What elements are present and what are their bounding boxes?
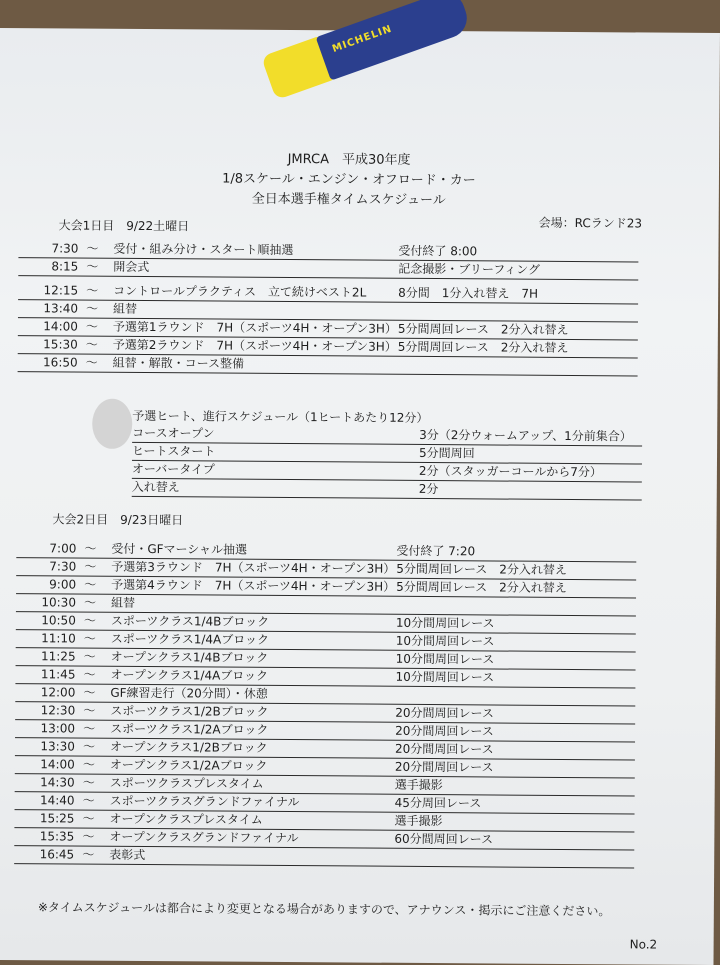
note-cell: 20分間周回レース <box>394 741 494 757</box>
event-cell: オープンクラス1/4Aブロック <box>110 667 269 683</box>
note-cell: 10分間周回レース <box>395 669 495 685</box>
time-cell: 16:50 <box>43 355 78 370</box>
tilde-mark: ～ <box>83 613 96 628</box>
event-cell: 組替・解散・コース整備 <box>112 355 245 371</box>
note-cell: 5分間周回レース 2分入れ替え <box>396 561 567 577</box>
heat-value: 2分（スタッガーコールから7分） <box>418 463 602 480</box>
time-cell: 14:00 <box>40 757 75 772</box>
heat-label: コースオープン <box>132 425 215 441</box>
event-cell: 予選第1ラウンド 7H（スポーツ4H・オープン3H） <box>112 319 398 336</box>
note-cell: 10分間周回レース <box>395 615 495 631</box>
time-cell: 15:30 <box>43 337 78 352</box>
tilde-mark: ～ <box>86 241 99 256</box>
tilde-mark: ～ <box>82 829 95 844</box>
time-cell: 13:40 <box>43 301 79 316</box>
heat-value: 3分（2分ウォームアップ、1分前集合） <box>419 427 632 444</box>
time-cell: 14:40 <box>39 793 75 808</box>
time-cell: 12:30 <box>40 703 76 718</box>
time-cell: 11:10 <box>41 631 76 646</box>
header-line-1: JMRCA 平成30年度 <box>287 152 411 168</box>
event-cell: 予選第3ラウンド 7H（スポーツ4H・オープン3H） <box>111 559 396 576</box>
event-cell: 組替 <box>112 301 138 316</box>
event-cell: オープンクラス1/2Bブロック <box>109 739 268 755</box>
footnote: ※タイムスケジュールは都合により変更となる場合がありますので、アナウンス・掲示にご注意ください。 <box>37 900 611 919</box>
tilde-mark: ～ <box>83 667 96 682</box>
highlighter-marker <box>255 0 469 85</box>
event-cell: GF練習走行（20分間）・休憩 <box>110 685 268 701</box>
note-cell: 5分間周回レース 2分入れ替え <box>397 321 569 337</box>
note-cell: 選手撮影 <box>394 813 443 829</box>
time-cell: 7:30 <box>51 241 79 256</box>
note-cell: 記念撮影・ブリーフィング <box>398 261 541 277</box>
tilde-mark: ～ <box>85 355 98 370</box>
tilde-mark: ～ <box>82 757 95 772</box>
time-cell: 7:00 <box>49 541 77 556</box>
tilde-mark: ～ <box>84 577 97 592</box>
time-cell: 8:15 <box>51 259 79 274</box>
event-cell: スポーツクラス1/2Bブロック <box>110 703 269 719</box>
time-cell: 11:25 <box>40 649 76 664</box>
day1-title: 大会1日目 9/22土曜日 <box>58 218 190 234</box>
event-cell: 予選第2ラウンド 7H（スポーツ4H・オープン3H） <box>112 337 397 354</box>
tilde-mark: ～ <box>85 337 98 352</box>
time-cell: 16:45 <box>39 847 75 862</box>
time-cell: 7:30 <box>49 559 77 574</box>
heat-schedule-table <box>132 425 642 501</box>
tilde-mark: ～ <box>83 721 96 736</box>
heat-value: 2分 <box>418 481 439 497</box>
heat-value: 5分間周回 <box>418 445 475 461</box>
event-cell: オープンクラス1/2Aブロック <box>109 757 268 773</box>
tilde-mark: ～ <box>83 685 96 700</box>
tilde-mark: ～ <box>85 319 98 334</box>
note-cell: 20分間周回レース <box>395 705 494 721</box>
event-cell: 開会式 <box>113 259 150 275</box>
tilde-mark: ～ <box>83 631 96 646</box>
tilde-mark: ～ <box>86 283 99 298</box>
heat-label: 入れ替え <box>131 479 180 495</box>
time-cell: 13:30 <box>40 739 76 754</box>
tilde-mark: ～ <box>82 793 95 808</box>
document-header <box>0 148 719 213</box>
event-cell: スポーツクラスグランドファイナル <box>109 793 300 810</box>
tilde-mark: ～ <box>82 739 96 754</box>
tilde-mark: ～ <box>83 649 96 664</box>
tilde-mark: ～ <box>82 775 95 790</box>
heat-label: オーバータイプ <box>131 461 215 477</box>
time-cell: 12:15 <box>43 283 79 298</box>
event-cell: オープンクラスプレスタイム <box>109 811 263 827</box>
tilde-mark: ～ <box>83 595 97 610</box>
time-cell: 14:30 <box>40 775 75 790</box>
event-cell: 予選第4ラウンド 7H（スポーツ4H・オープン3H） <box>111 577 396 594</box>
note-cell: 20分間周回レース <box>395 723 494 739</box>
note-cell: 8分間 1分入れ替え 7H <box>398 285 539 301</box>
note-cell: 受付終了 7:20 <box>396 543 476 559</box>
note-cell: 10分間周回レース <box>395 651 495 667</box>
event-cell: コントロールプラクティス 立て続けベスト2L <box>113 283 367 300</box>
heat-row <box>132 479 642 501</box>
event-cell: 受付・組み分け・スタート順抽選 <box>113 241 294 258</box>
marker-brand: MICHELIN <box>330 23 394 55</box>
event-cell: スポーツクラスプレスタイム <box>109 775 264 791</box>
venue-label: 会場：RCランド23 <box>538 215 643 231</box>
note-cell: 5分間周回レース 2分入れ替え <box>397 339 569 355</box>
heat-label: ヒートスタート <box>132 443 216 459</box>
event-cell: オープンクラス1/4Bブロック <box>110 649 269 665</box>
tilde-mark: ～ <box>84 559 97 574</box>
note-cell: 45分周回レース <box>394 795 482 811</box>
time-cell: 12:00 <box>40 685 76 700</box>
heat-schedule-title: 予選ヒート、進行スケジュール（1ヒートあたり12分） <box>132 408 429 426</box>
event-cell: スポーツクラス1/4Bブロック <box>110 613 270 629</box>
header-line-3: 全日本選手権タイムスケジュール <box>251 191 446 209</box>
schedule-sheet <box>0 23 720 965</box>
note-cell: 60分間周回レース <box>394 831 494 847</box>
day2-schedule-table <box>14 540 636 868</box>
note-cell: 20分間周回レース <box>394 759 494 775</box>
time-cell: 11:45 <box>40 667 76 682</box>
note-cell: 5分間周回レース 2分入れ替え <box>396 579 567 595</box>
tilde-mark: ～ <box>86 259 99 274</box>
tilde-mark: ～ <box>83 703 96 718</box>
event-cell: スポーツクラス1/4Aブロック <box>110 631 270 647</box>
event-cell: 組替 <box>110 595 136 610</box>
note-cell: 10分間周回レース <box>395 633 495 649</box>
tilde-mark: ～ <box>82 811 95 826</box>
time-cell: 15:35 <box>39 829 75 844</box>
event-cell: スポーツクラス1/2Aブロック <box>110 721 269 737</box>
tilde-mark: ～ <box>84 541 97 556</box>
page-number: No.2 <box>629 937 658 952</box>
time-cell: 10:30 <box>41 595 77 610</box>
event-cell: オープンクラスグランドファイナル <box>109 829 299 846</box>
day2-title: 大会2日目 9/23日曜日 <box>52 512 184 528</box>
note-cell: 選手撮影 <box>394 777 443 793</box>
event-cell: 受付・GFマーシャル抽選 <box>111 541 248 557</box>
time-cell: 10:50 <box>41 613 76 628</box>
day2-row <box>14 846 634 868</box>
time-cell: 9:00 <box>49 577 77 592</box>
day1-schedule-table <box>18 240 639 382</box>
ink-smudge <box>92 399 132 449</box>
header-line-2: 1/8スケール・エンジン・オフロード・カー <box>222 171 476 189</box>
event-cell: 表彰式 <box>109 847 146 863</box>
time-cell: 13:00 <box>40 721 76 736</box>
tilde-mark: ～ <box>82 847 95 862</box>
time-cell: 14:00 <box>43 319 78 334</box>
tilde-mark: ～ <box>85 301 99 316</box>
note-cell: 受付終了 8:00 <box>398 243 478 259</box>
time-cell: 15:25 <box>39 811 75 826</box>
